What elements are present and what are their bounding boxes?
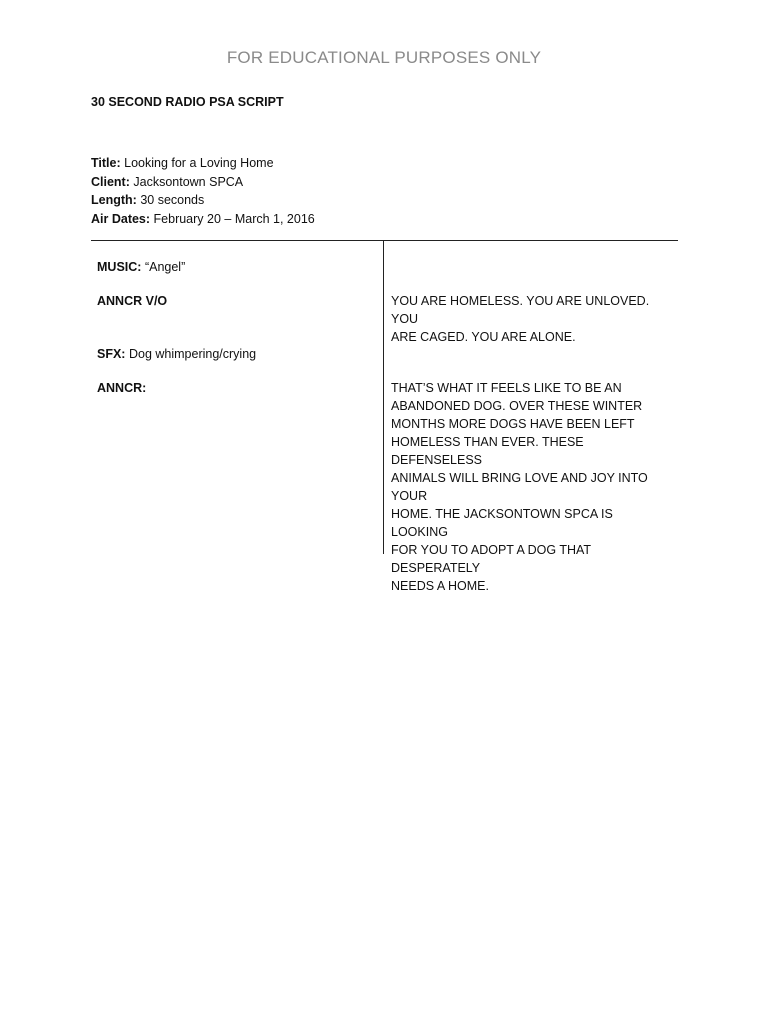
meta-title-label: Title: xyxy=(91,156,121,170)
meta-title-value: Looking for a Loving Home xyxy=(124,156,274,170)
cue-music-label: MUSIC: xyxy=(97,260,142,274)
copy-line: MONTHS MORE DOGS HAVE BEEN LEFT xyxy=(391,417,635,431)
cue-anncr-vo-label: ANNCR V/O xyxy=(97,294,168,308)
cue-music xyxy=(97,258,185,276)
meta-length-label: Length: xyxy=(91,193,137,208)
meta-title-line xyxy=(91,154,315,173)
cue-sfx-value: Dog whimpering/crying xyxy=(128,347,257,361)
meta-length-line xyxy=(91,191,315,210)
educational-notice: FOR EDUCATIONAL PURPOSES ONLY xyxy=(226,48,542,67)
copy-line: NEEDS A HOME. xyxy=(391,579,489,593)
copy-line: FOR YOU TO ADOPT A DOG THAT DESPERATELY xyxy=(391,543,591,575)
cue-anncr-label: ANNCR: xyxy=(97,381,147,395)
copy-line: ANIMALS WILL BRING LOVE AND JOY INTO YOUR xyxy=(391,471,648,503)
cue-sfx xyxy=(97,345,256,363)
copy-line: HOMELESS THAN EVER. THESE DEFENSELESS xyxy=(391,435,584,467)
meta-client-label: Client: xyxy=(91,174,130,189)
cue-sfx-label: SFX: xyxy=(97,347,126,361)
copy-anncr xyxy=(391,379,673,595)
copy-anncr-vo xyxy=(391,292,673,346)
copy-line: ARE CAGED. YOU ARE ALONE. xyxy=(391,330,576,344)
meta-client-line xyxy=(91,173,315,192)
script-metadata xyxy=(91,154,315,229)
meta-length-value: 30 seconds xyxy=(140,193,205,208)
copy-line: ABANDONED DOG. OVER THESE WINTER xyxy=(391,399,643,413)
copy-line: HOME. THE JACKSONTOWN SPCA IS LOOKING xyxy=(391,507,613,539)
meta-airdates-line xyxy=(91,210,315,229)
cue-music-value: “Angel” xyxy=(144,260,186,274)
copy-line: THAT’S WHAT IT FEELS LIKE TO BE AN xyxy=(391,381,622,395)
cue-anncr-vo xyxy=(97,292,167,310)
copy-line: YOU ARE HOMELESS. YOU ARE UNLOVED. YOU xyxy=(391,294,650,326)
meta-airdates-value: February 20 – March 1, 2016 xyxy=(153,212,315,227)
document-title: 30 SECOND RADIO PSA SCRIPT xyxy=(91,95,284,109)
meta-client-value: Jacksontown SPCA xyxy=(133,174,244,189)
meta-airdates-label: Air Dates: xyxy=(91,212,151,227)
table-top-rule xyxy=(91,240,678,241)
table-column-divider xyxy=(383,240,384,554)
cue-anncr xyxy=(97,379,146,397)
